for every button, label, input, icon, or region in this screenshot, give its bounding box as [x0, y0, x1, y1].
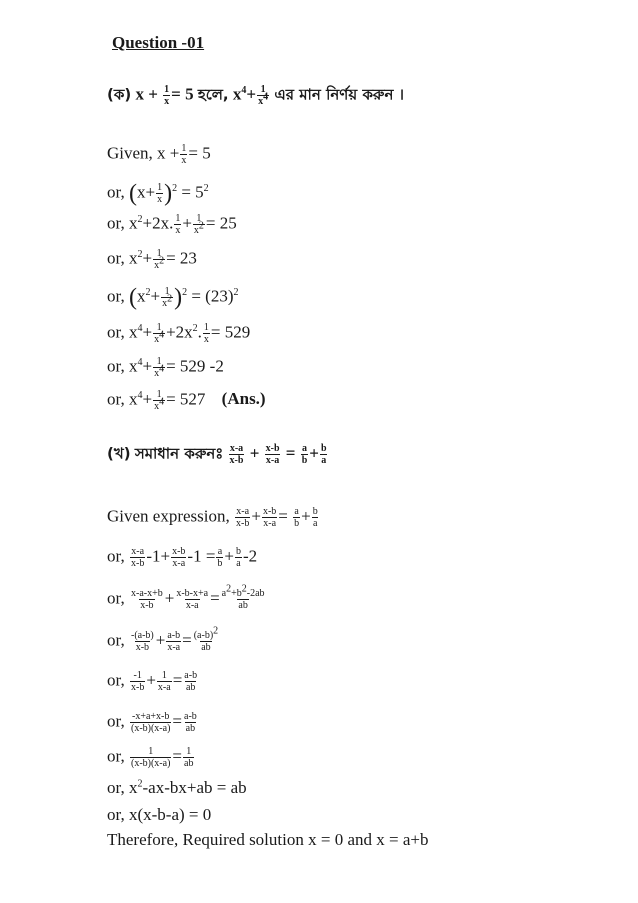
- part-b-line-4: or, $\frac{-(a-b)}{x-b}$ + $\frac{a-b}{x-a}$ = $\frac{(a-b)^2}{ab}$: [107, 625, 219, 653]
- solution-line-6: or, $x^4+$ $\frac{1}{x^4}$ $+2x^2$. $\frac{1}{x}$ = 529: [107, 322, 251, 345]
- part-b-line-8: or, $x^2-ax-bx+ab$ = ab: [107, 778, 247, 797]
- part-b-line-3: or, $\frac{x-a-x+b}{x-b}$ + $\frac{x-b-x+a}{x-a}$ = $\frac{a^2+b^2-2ab}{ab}$: [107, 583, 265, 611]
- part-b-heading: (খ) সমাধান করুনঃ $\frac{x-a}{x-b}$ + $\frac{x-b}{x-a}$ = $\frac{a}{b}$ + $\frac{b}{a}$: [107, 443, 327, 466]
- part-b-line-5: or, $\frac{-1}{x-b}$ + $\frac{1}{x-a}$ = $\frac{a-b}{ab}$: [107, 670, 198, 693]
- conclusion: Therefore, Required solution x = 0 and x = a+b: [107, 830, 429, 849]
- part-a-label: (ক): [107, 85, 132, 104]
- part-a-question: এর মান নির্ণয় করুন ।: [274, 85, 404, 104]
- part-b-line-7: or, $\frac{1}{(x-b)(x-a)}$ = $\frac{1}{ab}$: [107, 746, 194, 769]
- part-b-instruction: সমাধান করুনঃ: [134, 444, 224, 463]
- part-b-line-2: or, $\frac{x-a}{x-b}$ -1+ $\frac{x-b}{x-a}$ -1 = $\frac{a}{b}$ + $\frac{b}{a}$ -2: [107, 546, 258, 569]
- part-b-line-9: or, x(x-b-a) = 0: [107, 805, 212, 824]
- question-title: Question -01: [112, 33, 205, 52]
- solution-line-4: or, $x^2+$ $\frac{1}{x^2}$ = 23: [107, 248, 197, 271]
- solution-line-1: Given, x + $\frac{1}{x}$ = 5: [107, 143, 211, 166]
- part-b-label: (খ): [107, 444, 131, 463]
- solution-line-8: or, $x^4+$ $\frac{1}{x^4}$ = 527 (Ans.): [107, 389, 266, 412]
- solution-line-2: or, (x+ $\frac{1}{x}$ )$^2 = 5^2$: [107, 180, 209, 207]
- part-b-line-6: or, $\frac{-x+a+x-b}{(x-b)(x-a)}$ = $\frac{a-b}{ab}$: [107, 711, 197, 734]
- solution-line-3: or, $x^2+2x$. $\frac{1}{x}$ + $\frac{1}{x^2}$ = 25: [107, 213, 237, 236]
- solution-line-7: or, $x^4+$ $\frac{1}{x^4}$ = 529 -2: [107, 356, 224, 379]
- answer-label: (Ans.): [221, 389, 266, 409]
- part-b-line-1: Given expression, $\frac{x-a}{x-b}$ + $\frac{x-b}{x-a}$ = $\frac{a}{b}$ + $\frac{b}{a}$: [107, 506, 318, 529]
- part-a-condition: হলে,: [197, 85, 229, 104]
- part-a-heading: (ক) x + $\frac{1}{x}$ = 5 হলে, $x^4+$ $\frac{1}{x^4}$ এর মান নির্ণয় করুন ।: [107, 84, 404, 107]
- solution-line-5: or, ($x^2+$ $\frac{1}{x^2}$ )$^2 = (23)^2$: [107, 284, 239, 311]
